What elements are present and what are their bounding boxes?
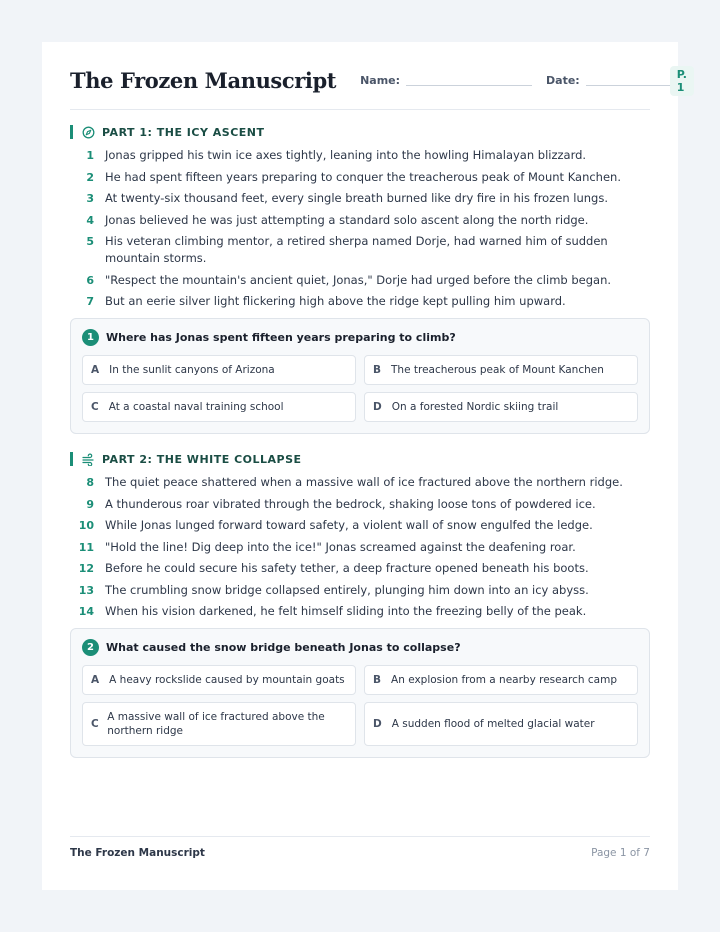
part-2-heading-text: PART 2: THE WHITE COLLAPSE: [102, 452, 302, 466]
part-2-section: [70, 452, 650, 620]
line-number: 3: [86, 192, 94, 205]
story-line: [70, 539, 650, 556]
option-text: A sudden flood of melted glacial water: [391, 718, 595, 730]
question-2-text: What caused the snow bridge beneath Jonas to collapse?: [106, 641, 461, 654]
name-field: [360, 74, 532, 87]
footer-title: The Frozen Manuscript: [70, 847, 205, 859]
option-text: In the sunlit canyons of Arizona: [109, 364, 275, 376]
line-number: 4: [86, 213, 94, 227]
document-title: The Frozen Manuscript: [70, 68, 337, 93]
answer-option-b[interactable]: [364, 355, 638, 385]
wind-icon: [82, 453, 95, 466]
line-text: He had spent fifteen years preparing to conquer the treacherous peak of Mount Kanchen.: [105, 169, 621, 184]
line-number: 9: [86, 497, 94, 511]
date-label: Date:: [546, 74, 580, 87]
option-text: The treacherous peak of Mount Kanchen: [391, 364, 604, 376]
story-line: [70, 560, 650, 577]
question-2-prompt: [82, 639, 638, 656]
question-2-options: [82, 665, 638, 746]
line-number: 6: [86, 273, 94, 287]
answer-option-d[interactable]: [364, 702, 638, 746]
option-text: A massive wall of ice fractured above the northern ridge: [107, 711, 325, 737]
story-line: [70, 233, 650, 267]
footer-page-number: Page 1 of 7: [591, 847, 650, 859]
line-text: At twenty-six thousand feet, every single breath burned like dry fire in his frozen lungs.: [105, 191, 608, 205]
line-text: Jonas believed he was just attempting a standard solo ascent along the north ridge.: [105, 212, 589, 227]
option-letter: D: [373, 401, 382, 413]
option-letter: C: [91, 718, 99, 730]
line-text: "Hold the line! Dig deep into the ice!" Jonas screamed against the deafening roar.: [105, 539, 576, 554]
story-line: [70, 603, 650, 620]
question-1-prompt: [82, 329, 638, 346]
line-text: When his vision darkened, he felt himself sliding into the freezing belly of the peak.: [105, 604, 587, 618]
question-1-card: [70, 318, 650, 434]
line-number: 10: [78, 519, 94, 532]
story-line: [70, 272, 650, 289]
date-blank-line[interactable]: [586, 76, 670, 86]
option-letter: B: [373, 364, 382, 376]
compass-icon: [82, 126, 95, 139]
option-letter: B: [373, 674, 382, 686]
story-line: [70, 474, 650, 491]
worksheet-page: [42, 42, 687, 890]
page-badge: P. 1: [670, 66, 694, 96]
question-1-text: Where has Jonas spent fifteen years preparing to climb?: [106, 331, 456, 344]
line-text: A thunderous roar vibrated through the bedrock, shaking loose tons of powdered ice.: [105, 496, 596, 511]
story-line: [70, 496, 650, 513]
option-letter: A: [91, 364, 100, 376]
story-line: [70, 212, 650, 229]
option-text: A heavy rockslide caused by mountain goats: [109, 674, 345, 686]
option-text: An explosion from a nearby research camp: [391, 674, 617, 686]
part-2-heading: [70, 452, 650, 466]
name-blank-line[interactable]: [406, 76, 532, 86]
line-number: 11: [78, 540, 94, 554]
question-1-options: [82, 355, 638, 422]
line-number: 14: [78, 605, 94, 618]
story-line: [70, 582, 650, 599]
option-letter: A: [91, 674, 100, 686]
line-text: Before he could secure his safety tether, a deep fracture opened beneath his boots.: [105, 561, 589, 575]
question-1-number: 1: [82, 329, 99, 346]
question-2-number: 2: [82, 639, 99, 656]
name-label: Name:: [360, 74, 401, 87]
line-text: While Jonas lunged forward toward safety, a violent wall of snow engulfed the ledge.: [105, 518, 593, 532]
answer-option-c[interactable]: [82, 392, 356, 422]
story-line: [70, 190, 650, 207]
page-footer: [70, 836, 650, 859]
answer-option-d[interactable]: [364, 392, 638, 422]
line-number: 5: [86, 235, 94, 248]
option-text: At a coastal naval training school: [108, 401, 284, 413]
page-header: [70, 42, 687, 110]
option-letter: C: [91, 401, 99, 413]
part-1-heading: [70, 125, 650, 139]
line-number: 1: [86, 149, 94, 162]
part-1-heading-text: PART 1: THE ICY ASCENT: [102, 125, 265, 139]
question-2-card: [70, 628, 650, 758]
line-number: 8: [86, 476, 94, 489]
option-letter: D: [373, 718, 382, 730]
line-number: 2: [86, 170, 94, 184]
line-number: 12: [78, 562, 94, 575]
answer-option-a[interactable]: [82, 665, 356, 695]
story-line: [70, 517, 650, 534]
answer-option-c[interactable]: [82, 702, 356, 746]
line-text: The crumbling snow bridge collapsed entirely, plunging him down into an icy abyss.: [105, 582, 589, 597]
option-text: On a forested Nordic skiing trail: [391, 401, 559, 413]
line-number: 7: [86, 295, 94, 308]
line-text: The quiet peace shattered when a massive wall of ice fractured above the northern ridge.: [105, 475, 623, 489]
line-text: Jonas gripped his twin ice axes tightly, leaning into the howling Himalayan blizzard.: [105, 148, 587, 162]
story-line: [70, 169, 650, 186]
line-text: "Respect the mountain's ancient quiet, Jonas," Dorje had urged before the climb began.: [105, 272, 612, 287]
line-text: But an eerie silver light flickering high above the ridge kept pulling him upward.: [105, 294, 566, 308]
story-line: [70, 147, 650, 164]
line-number: 13: [78, 583, 94, 597]
part-2-lines: [70, 474, 650, 620]
answer-option-a[interactable]: [82, 355, 356, 385]
part-1-lines: [70, 147, 650, 310]
answer-option-b[interactable]: [364, 665, 638, 695]
line-text: His veteran climbing mentor, a retired sherpa named Dorje, had warned him of sudden mountain storms.: [105, 234, 608, 265]
date-field: [546, 74, 670, 87]
part-1-section: [70, 125, 650, 310]
story-line: [70, 293, 650, 310]
